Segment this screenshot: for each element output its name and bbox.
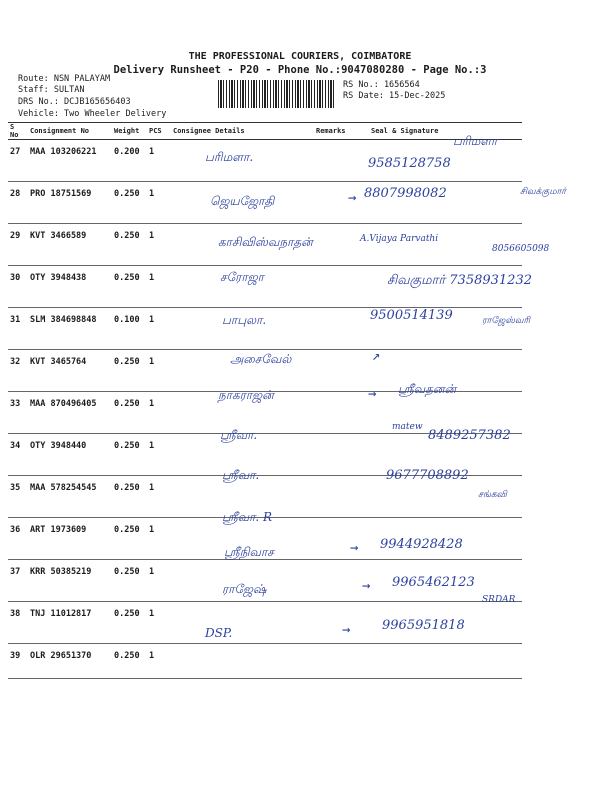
pcs-cell: 1 (147, 518, 171, 560)
weight-cell: 0.250 (112, 644, 147, 679)
drs-label: DRS No.: DCJB165656403 (18, 97, 131, 107)
pcs-cell: 1 (147, 476, 171, 518)
handwritten-signature: SRDAR (482, 595, 516, 605)
company-title: THE PROFESSIONAL COURIERS, COIMBATORE (188, 51, 412, 62)
pcs-cell: 1 (147, 308, 171, 350)
handwritten-phone: 9965462123 (392, 575, 475, 590)
sno-cell: 30 (8, 266, 28, 308)
pcs-cell: 1 (147, 266, 171, 308)
arrow-mark-icon: → (350, 540, 359, 556)
sno-cell: 37 (8, 560, 28, 602)
handwritten-name: பாபுலா. (222, 313, 267, 327)
weight-cell: 0.200 (112, 140, 147, 182)
weight-cell: 0.250 (112, 602, 147, 644)
pcs-cell: 1 (147, 644, 171, 679)
table-row (8, 644, 522, 679)
handwritten-name-english: A.Vijaya Parvathi (360, 234, 439, 244)
sno-cell: 28 (8, 182, 28, 224)
handwritten-name: ஸ்ரீவா. R (222, 510, 273, 524)
col-sno: S No (8, 123, 28, 140)
staff-label: Staff: SULTAN (18, 85, 85, 95)
consignment-cell: SLM 384698848 (28, 308, 112, 350)
pcs-cell: 1 (147, 224, 171, 266)
arrow-mark-icon: → (348, 190, 357, 206)
handwritten-name: அசைவேல் (230, 352, 292, 366)
rs-date: RS Date: 15-Dec-2025 (343, 91, 446, 101)
handwritten-name: ஸ்ரீவா. (220, 428, 258, 442)
sno-cell: 31 (8, 308, 28, 350)
consignment-cell: KVT 3465764 (28, 350, 112, 392)
weight-cell: 0.250 (112, 434, 147, 476)
weight-cell: 0.100 (112, 308, 147, 350)
vehicle-label: Vehicle: Two Wheeler Delivery (18, 109, 167, 119)
consignment-cell: MAA 578254545 (28, 476, 112, 518)
handwritten-phone: 9585128758 (368, 156, 451, 171)
consignment-cell: ART 1973609 (28, 518, 112, 560)
col-consignee: Consignee Details (171, 123, 314, 140)
table-header-row (8, 123, 522, 140)
sno-cell: 27 (8, 140, 28, 182)
sno-cell: 29 (8, 224, 28, 266)
weight-cell: 0.250 (112, 560, 147, 602)
handwritten-signature: சங்கவி (478, 490, 507, 500)
pcs-cell: 1 (147, 434, 171, 476)
consignment-cell: PRO 18751569 (28, 182, 112, 224)
handwritten-signature: ஸ்ரீவதனன் (398, 382, 457, 396)
handwritten-name: நாகராஜன் (218, 388, 274, 402)
pcs-cell: 1 (147, 602, 171, 644)
handwritten-name-english: matew (392, 422, 423, 432)
col-pcs: PCS (147, 123, 171, 140)
weight-cell: 0.250 (112, 182, 147, 224)
weight-cell: 0.250 (112, 476, 147, 518)
col-weight: Weight (112, 123, 147, 140)
pcs-cell: 1 (147, 140, 171, 182)
handwritten-name: காசிவிஸ்வநாதன் (218, 235, 313, 249)
arrow-mark-icon: ↗ (372, 348, 381, 364)
handwritten-phone: 8056605098 (492, 244, 550, 254)
weight-cell: 0.250 (112, 224, 147, 266)
consignment-cell: OLR 29651370 (28, 644, 112, 679)
handwritten-phone: 8489257382 (428, 428, 511, 443)
sno-cell: 34 (8, 434, 28, 476)
weight-cell: 0.250 (112, 392, 147, 434)
weight-cell: 0.250 (112, 518, 147, 560)
handwritten-phone: 9944928428 (380, 537, 463, 552)
sno-cell: 32 (8, 350, 28, 392)
sno-cell: 36 (8, 518, 28, 560)
consignment-cell: KVT 3466589 (28, 224, 112, 266)
pcs-cell: 1 (147, 182, 171, 224)
handwritten-phone: 9677708892 (386, 468, 469, 483)
consignment-cell: OTY 3948438 (28, 266, 112, 308)
handwritten-name: சரோஜா (220, 270, 264, 284)
handwritten-name: ஸ்ரீநிவாச (224, 545, 274, 559)
route-label: Route: NSN PALAYAM (18, 74, 111, 84)
arrow-mark-icon: → (362, 578, 371, 594)
pcs-cell: 1 (147, 350, 171, 392)
handwritten-name: பரிமளா. (205, 150, 254, 164)
handwritten-signature: சிவக்குமார் (520, 187, 567, 197)
pcs-cell: 1 (147, 560, 171, 602)
handwritten-name: ஜெயஜோதி (210, 194, 275, 208)
sno-cell: 35 (8, 476, 28, 518)
rs-number: RS No.: 1656564 (343, 80, 420, 90)
sno-cell: 39 (8, 644, 28, 679)
arrow-mark-icon: → (342, 622, 351, 638)
barcode-image (218, 80, 336, 108)
consignment-cell: OTY 3948440 (28, 434, 112, 476)
pcs-cell: 1 (147, 392, 171, 434)
handwritten-name: DSP. (205, 626, 233, 640)
sno-cell: 33 (8, 392, 28, 434)
consignment-cell: TNJ 11012817 (28, 602, 112, 644)
handwritten-signature: ராஜேஸ்வரி (482, 316, 531, 326)
handwritten-phone: சிவகுமார் 7358931232 (387, 273, 532, 288)
col-signature: Seal & Signature (369, 123, 522, 140)
handwritten-phone: 8807998082 (364, 186, 447, 201)
consignment-cell: MAA 870496405 (28, 392, 112, 434)
arrow-mark-icon: → (368, 386, 377, 402)
col-consignment: Consignment No (28, 123, 112, 140)
weight-cell: 0.250 (112, 266, 147, 308)
col-remarks: Remarks (314, 123, 369, 140)
handwritten-name: ராஜேஷ் (222, 582, 267, 596)
handwritten-signature: பரிமளா (453, 134, 498, 148)
weight-cell: 0.250 (112, 350, 147, 392)
sno-cell: 38 (8, 602, 28, 644)
handwritten-phone: 9500514139 (370, 308, 453, 323)
handwritten-name: ஸ்ரீவா. (222, 468, 260, 482)
consignment-cell: KRR 50385219 (28, 560, 112, 602)
runsheet-subtitle: Delivery Runsheet - P20 - Phone No.:9047080280 - Page No.:3 (113, 64, 487, 76)
consignment-cell: MAA 103206221 (28, 140, 112, 182)
handwritten-phone: 9965951818 (382, 618, 465, 633)
